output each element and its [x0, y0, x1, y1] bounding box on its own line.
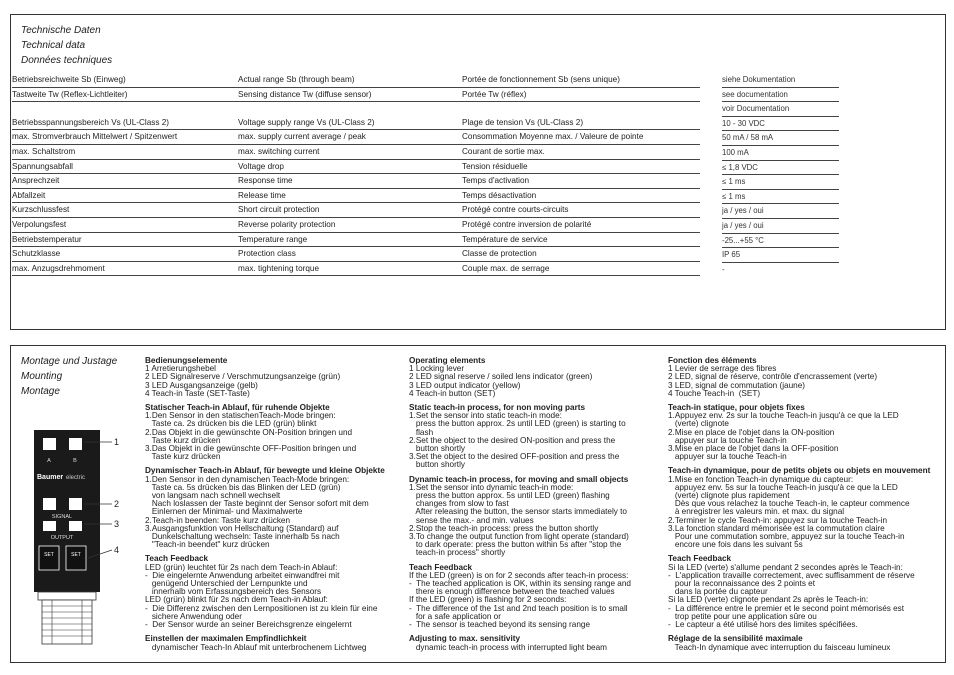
instruction-section [145, 555, 400, 629]
instruction-line: dynamischer Teach-In Ablauf mit unterbrochenem Lichtweg [145, 642, 367, 652]
spec-row [12, 116, 700, 131]
spec-cell-en: Voltage supply range Vs (UL-Class 2) [238, 117, 375, 127]
spec-value: voir Documentation [722, 102, 839, 117]
instructions-de [145, 357, 400, 658]
spec-cell-en: Actual range Sb (through beam) [238, 75, 355, 84]
instruction-line: - L'application travaille correctement, avec suffisamment de réserve [668, 570, 915, 580]
title-de: Technische Daten [21, 25, 101, 36]
spec-value: ja / yes / oui [722, 204, 839, 219]
instruction-line: 2.Stop the teach-in process: press the button shortly [409, 523, 599, 533]
instruction-line: dans la portée du capteur [668, 587, 768, 597]
spec-value: 100 mA [722, 146, 839, 161]
instruction-section [409, 564, 659, 630]
spec-row [12, 203, 700, 218]
instruction-line: 1 Arretierungshebel [145, 364, 217, 374]
instruction-section [668, 555, 938, 629]
mount-title-fr: Montage [21, 386, 60, 397]
spec-cell-fr: Protégé contre courts-circuits [462, 205, 569, 215]
instruction-section [409, 635, 659, 651]
instruction-line: 1.Den Sensor in den dynamischen Teach-Mode bringen: [145, 474, 350, 484]
instruction-line: 3 LED, signal de commutation (jaune) [668, 380, 805, 390]
instruction-line: Taste kurz drücken [145, 452, 221, 462]
callout-3: 3 [114, 519, 120, 529]
spec-row [12, 233, 700, 248]
instruction-line: - Der Sensor wurde an seiner Bereichsgrenze eingelernt [145, 620, 352, 630]
instruction-line: button shortly [409, 444, 465, 454]
output-label: OUTPUT [50, 535, 74, 541]
device-thread [42, 600, 92, 644]
spec-cell-fr: Courant de sortie max. [462, 146, 545, 156]
instruction-line: encore une fois dans les suivant 5s [668, 540, 803, 550]
section-heading: Fonction des éléments [668, 356, 757, 365]
instruction-section [668, 404, 938, 461]
instruction-line: - Die eingelernte Anwendung arbeitet einwandfrei mit [145, 570, 340, 580]
signal-led-left [43, 498, 56, 510]
mounting-heading [21, 354, 117, 399]
instruction-line: 2 LED signal reserve / soiled lens indicator (green) [409, 372, 593, 382]
instruction-line: Taste kurz drücken [145, 435, 221, 445]
instruction-line: - The teached application is OK, within its sensing range and [409, 579, 631, 589]
technical-data-heading [21, 23, 112, 68]
device-collar [38, 592, 96, 600]
instruction-line: (verte) clignote [668, 419, 729, 429]
spec-values [722, 73, 839, 276]
instruction-line: 2 LED, signal de réserve, contrôle d'encrassement (verte) [668, 372, 878, 382]
spec-cell-de: Spannungsabfall [12, 161, 74, 171]
spec-cell-fr: Classe de protection [462, 249, 537, 259]
spec-value: see documentation [722, 88, 839, 103]
set-label-right: SET [71, 552, 81, 558]
mount-title-en: Mounting [21, 371, 63, 382]
spec-cell-en: Voltage drop [238, 161, 284, 171]
instruction-line: 4 Teach-in Taste (SET-Taste) [145, 388, 250, 398]
instruction-line: 3.Set the object to the desired OFF-position and press the [409, 452, 620, 462]
spec-row [12, 189, 700, 204]
spec-cell-de: Kurzschlussfest [12, 205, 70, 215]
spec-row [12, 145, 700, 160]
instruction-line: Si la LED (verte) s'allume pendant 2 secondes après le Teach-in: [668, 562, 903, 572]
instruction-line: 1 Levier de serrage des fibres [668, 364, 777, 374]
instruction-section [409, 404, 659, 470]
instruction-line: If the LED (green) is on for 2 seconds after teach-in process: [409, 570, 629, 580]
output-led-left [43, 521, 56, 531]
instruction-line: Nach loslassen der Taste beginnt der Sensor sofort mit dem [145, 499, 369, 509]
instruction-line: press the button approx. 5s until LED (green) flashing [409, 491, 610, 501]
spec-value: -25...+55 °C [722, 234, 839, 249]
section-heading: Teach-in dynamique, pour de petits objets ou objets en mouvement [668, 466, 931, 476]
instruction-line: Taste ca. 5s drücken bis das Blinken der LED (grün) [145, 482, 341, 492]
instruction-line: 2 LED Signalreserve / Verschmutzungsanzeige (grün) [145, 372, 341, 382]
spec-table [12, 73, 700, 276]
instruction-line: Taste ca. 2s drücken bis die LED (grün) blinkt [145, 419, 317, 429]
spec-row [12, 102, 700, 116]
spec-cell-de: Ansprechzeit [12, 176, 60, 186]
instruction-line: 4 Touche Teach-in (SET) [668, 388, 761, 398]
instruction-line: - The difference of the 1st and 2nd teach position is to small [409, 603, 628, 613]
instruction-line: Einlernen der Minimal- und Maximalwerte [145, 507, 303, 517]
instruction-line: 2.Mise en place de l'objet dans la ON-position [668, 427, 835, 437]
instruction-section [145, 467, 400, 549]
instruction-line: there is enough difference between the teached values [409, 587, 615, 597]
instruction-line: changes from slow to fast [409, 499, 509, 509]
instruction-line: If the LED (green) is flashing for 2 seconds: [409, 595, 567, 605]
spec-cell-fr: Portée Tw (réflex) [462, 89, 527, 99]
instruction-line: 1.Den Sensor in den statischenTeach-Mode bringen: [145, 411, 336, 421]
spec-cell-en: max. switching current [238, 146, 320, 156]
section-heading: Teach Feedback [668, 554, 732, 564]
section-heading: Statischer Teach-in Ablauf, für ruhende Objekte [145, 403, 330, 413]
spec-row [12, 88, 700, 103]
instruction-line: à enregistrer les valeurs min. et max. du signal [668, 507, 845, 517]
instruction-line: appuyer sur la touche Teach-in [668, 435, 787, 445]
instruction-line: genügend Unterschied der Lernpunkte und [145, 579, 308, 589]
brand-logo: Baumer [37, 474, 64, 481]
section-heading: Teach Feedback [409, 562, 473, 572]
instruction-line: appuyer sur la touche Teach-in [668, 452, 787, 462]
instruction-line: 1.Set the sensor into dynamic teach-in mode: [409, 482, 574, 492]
instruction-line: "Teach-in beendet" kurz drücken [145, 540, 270, 550]
section-heading: Dynamischer Teach-in Ablauf, für bewegte und kleine Objekte [145, 466, 385, 476]
spec-row [12, 160, 700, 175]
label-b: B [73, 458, 77, 464]
instruction-line: - La différence entre le premier et le second point mémorisés est [668, 603, 905, 613]
spec-row [12, 130, 700, 145]
spec-cell-en: Short circuit protection [238, 205, 320, 215]
instruction-line: 1.Set the sensor into static teach-in mode: [409, 411, 562, 421]
spec-value: siehe Dokumentation [722, 73, 839, 88]
instruction-line: 3.Das Objekt in die gewünschte OFF-Position bringen und [145, 444, 357, 454]
instruction-line: trop petite pour une application sûre ou [668, 611, 817, 621]
callout-2: 2 [114, 499, 120, 509]
instruction-section [145, 404, 400, 461]
spec-cell-fr: Tension résiduelle [462, 161, 528, 171]
spec-cell-en: max. supply current average / peak [238, 132, 366, 142]
instruction-line: Pour une commutation sombre, appuyez sur la touche Teach-in [668, 532, 905, 542]
spec-cell-en: Reverse polarity protection [238, 219, 336, 229]
spec-cell-fr: Protégé contre inversion de polarité [462, 219, 592, 229]
spec-cell-de: Abfallzeit [12, 190, 46, 200]
spec-value: ≤ 1 ms [722, 175, 839, 190]
spec-cell-de: Betriebsreichweite Sb (Einweg) [12, 75, 126, 84]
instruction-line: button shortly [409, 460, 465, 470]
section-heading: Réglage de la sensibilité maximale [668, 634, 803, 644]
mount-title-de: Montage und Justage [21, 356, 118, 367]
set-button-right [66, 546, 86, 570]
callout-1: 1 [114, 437, 120, 447]
instruction-line: 2.Das Objekt in die gewünschte ON-Position bringen und [145, 427, 353, 437]
spec-cell-fr: Plage de tension Vs (UL-Class 2) [462, 117, 584, 127]
section-heading: Einstellen der maximalen Empfindlichkeit [145, 634, 307, 644]
instruction-line: 3 LED output indicator (yellow) [409, 380, 521, 390]
spec-cell-en: Release time [238, 190, 286, 200]
instruction-line: sense the max.- and min. values [409, 515, 534, 525]
instruction-section [668, 635, 938, 651]
instruction-line: 2.Terminer le cycle Teach-in: appuyez sur la touche Teach-in [668, 515, 888, 525]
instruction-line: - Die Differenz zwischen den Lernpositionen ist zu klein für eine [145, 603, 378, 613]
section-heading: Bedienungselemente [145, 356, 228, 365]
spec-row [12, 247, 700, 262]
output-led-right [69, 521, 82, 531]
instruction-line: 3.To change the output function from light operate (standard) [409, 532, 629, 542]
brand-logo-2: electric [66, 475, 86, 481]
section-heading: Adjusting to max. sensitivity [409, 634, 521, 644]
instruction-line: teach-in process" shortly [409, 548, 506, 558]
instruction-line: - The sensor is teached beyond its sensing range [409, 620, 590, 630]
section-heading: Operating elements [409, 356, 486, 365]
spec-cell-de: max. Schaltstrom [12, 146, 76, 156]
spec-cell-de: Verpolungsfest [12, 219, 67, 229]
spec-value: 50 mA / 58 mA [722, 131, 839, 146]
section-heading: Teach-in statique, pour objets fixes [668, 403, 805, 413]
spec-cell-de: max. Anzugsdrehmoment [12, 263, 105, 273]
instruction-line: press the button approx. 2s until LED (green) is starting to [409, 419, 626, 429]
spec-value: - [722, 264, 725, 274]
instruction-line: pour la reconnaissance des 2 points et [668, 579, 816, 589]
spec-cell-de: Betriebstemperatur [12, 234, 82, 244]
instruction-line: for a safe application or [409, 611, 501, 621]
spec-row [12, 218, 700, 233]
signal-led-right [69, 498, 82, 510]
instruction-section [145, 635, 400, 651]
spec-cell-de: Schutzklasse [12, 249, 61, 259]
instruction-line: 3.Ausgangsfunktion von Hellschaltung (Standard) auf [145, 523, 339, 533]
instruction-line: (verte) clignote plus rapidement [668, 491, 790, 501]
spec-cell-de: max. Stromverbrauch Mittelwert / Spitzenwert [12, 132, 178, 142]
spec-cell-en: Temperature range [238, 234, 308, 244]
spec-cell-fr: Consommation Moyenne max. / Valeure de pointe [462, 132, 644, 142]
spec-cell-fr: Temps d'activation [462, 176, 530, 186]
spec-value: ≤ 1 ms [722, 190, 839, 205]
spec-cell-fr: Température de service [462, 234, 548, 244]
spec-cell-fr: Couple max. de serrage [462, 263, 550, 273]
spec-cell-fr: Temps désactivation [462, 190, 537, 200]
spec-value: ≤ 1,8 VDC [722, 161, 839, 176]
instructions-en [409, 357, 659, 658]
instruction-line: Si la LED (verte) clignote pendant 2s après le Teach-in: [668, 595, 869, 605]
instruction-line: Dunkelschaltung wechseln: Taste innerhalb 5s nach [145, 532, 340, 542]
instruction-section [409, 357, 659, 398]
instruction-line: dynamic teach-in process with interrupted light beam [409, 642, 607, 652]
instruction-line: LED (grün) leuchtet für 2s nach dem Teach-in Ablauf: [145, 562, 338, 572]
callout-4: 4 [114, 545, 120, 555]
spec-cell-en: Protection class [238, 249, 296, 259]
button-a-icon [43, 438, 56, 450]
instruction-line: 1.Mise en fonction Teach-in dynamique du capteur: [668, 474, 854, 484]
title-en: Technical data [21, 40, 86, 51]
instruction-line: 1.Appuyez env. 2s sur la touche Teach-in jusqu'à ce que la LED [668, 411, 899, 421]
spec-cell-fr: Portée de fonctionnement Sb (sens unique) [462, 75, 620, 84]
spec-value: 10 - 30 VDC [722, 117, 839, 132]
spec-value: IP 65 [722, 248, 839, 263]
section-heading: Static teach-in process, for non moving parts [409, 403, 586, 413]
sensor-device-illustration [28, 428, 128, 650]
instruction-section [409, 476, 659, 558]
spec-cell-en: max. tightening torque [238, 263, 320, 273]
instruction-line: to dark operate: press the button within 5s after "stop the [409, 540, 622, 550]
section-heading: Teach Feedback [145, 554, 209, 564]
set-button-left [39, 546, 59, 570]
instruction-line: - Le capteur a été utilisé hors des limites spécifiées. [668, 620, 858, 630]
instruction-line: LED (grün) blinkt für 2s nach dem Teach-in Ablauf: [145, 595, 328, 605]
title-fr: Données techniques [21, 55, 113, 66]
instruction-line: von langsam nach schnell wechselt [145, 491, 281, 501]
spec-cell-en: Sensing distance Tw (diffuse sensor) [238, 89, 372, 99]
instruction-line: flash [409, 427, 434, 437]
spec-cell-de: Tastweite Tw (Reflex-Lichtleiter) [12, 89, 128, 99]
instruction-line: Teach-In dynamique avec interruption du faisceau lumineux [668, 642, 891, 652]
instruction-line: 3.Mise en place de l'objet dans la OFF-position [668, 444, 839, 454]
instruction-line: 3.La fonction standard mémorisée est la commutation claire [668, 523, 885, 533]
section-heading: Dynamic teach-in process, for moving and small objects [409, 474, 629, 484]
label-a: A [47, 458, 51, 464]
instructions-fr [668, 357, 938, 658]
instruction-line: 1 Locking lever [409, 364, 465, 374]
instruction-line: 4 Teach-in button (SET) [409, 388, 496, 398]
instruction-section [668, 467, 938, 549]
spec-row [12, 262, 700, 277]
instruction-section [668, 357, 938, 398]
spec-row [12, 73, 700, 88]
instruction-line: innerhalb vom Erfassungsbereich des Sensors [145, 587, 322, 597]
spec-row [12, 174, 700, 189]
instruction-line: After releasing the button, the sensor starts immediately to [409, 507, 627, 517]
spec-value: ja / yes / oui [722, 219, 839, 234]
instruction-line: 2.Set the object to the desired ON-position and press the [409, 435, 616, 445]
spec-cell-de: Betriebsspannungsbereich Vs (UL-Class 2) [12, 117, 170, 127]
instruction-section [145, 357, 400, 398]
instruction-line: sichere Anwendung oder [145, 611, 242, 621]
set-label-left: SET [44, 552, 54, 558]
instruction-line: 3 LED Ausgangsanzeige (gelb) [145, 380, 258, 390]
instruction-line: 2.Teach-in beenden: Taste kurz drücken [145, 515, 291, 525]
signal-label: SIGNAL [51, 514, 73, 520]
instruction-line: appuyez env. 5s sur la touche Teach-in jusqu'à ce que la LED [668, 482, 898, 492]
button-b-icon [69, 438, 82, 450]
spec-cell-en: Response time [238, 176, 293, 186]
instruction-line: Dès que vous relachez la touche Teach-in, le capteur commence [668, 499, 910, 509]
